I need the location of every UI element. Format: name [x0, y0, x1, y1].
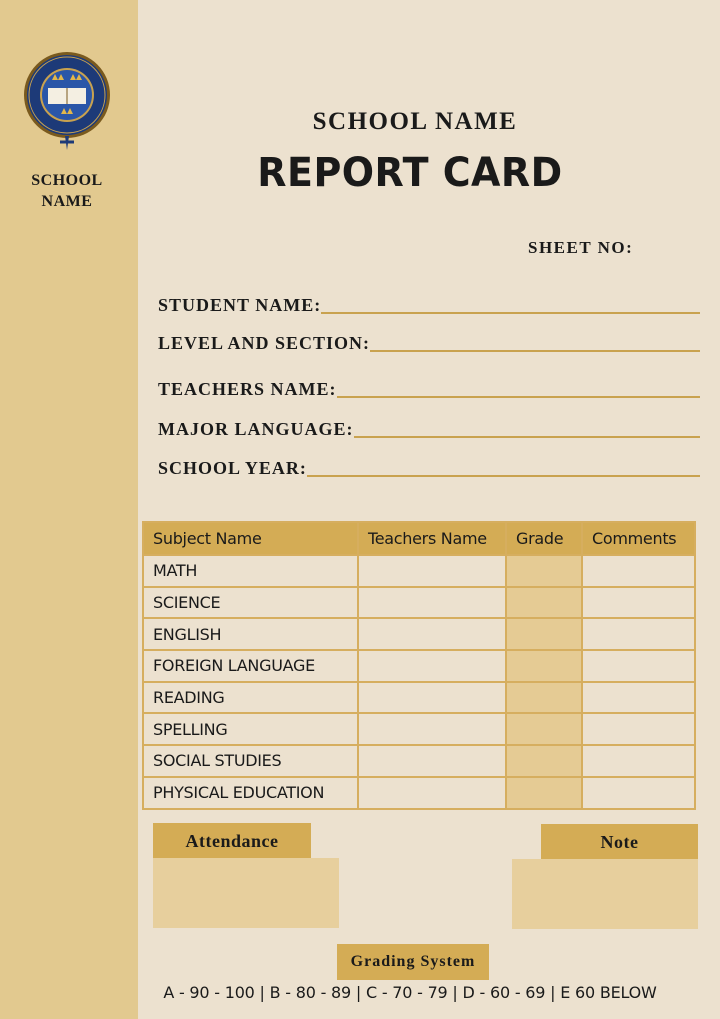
comment-cell[interactable] [582, 555, 695, 587]
comment-cell[interactable] [582, 777, 695, 809]
attendance-header: Attendance [153, 823, 311, 859]
subject-cell: MATH [143, 555, 358, 587]
school-crest-icon [22, 50, 112, 156]
table-row [143, 777, 695, 809]
teachers-name-line[interactable] [337, 396, 700, 398]
grade-cell[interactable] [506, 587, 582, 619]
subject-cell: SPELLING [143, 713, 358, 745]
comment-cell[interactable] [582, 713, 695, 745]
grading-scale-text: A - 90 - 100 | B - 80 - 89 | C - 70 - 79 | D - 60 - 69 | E 60 BELOW [163, 983, 657, 1002]
grades-table-header [143, 522, 695, 555]
school-year-label: SCHOOL YEAR: [158, 458, 307, 478]
teacher-cell[interactable] [358, 650, 506, 682]
report-card-title: REPORT CARD [257, 150, 563, 196]
table-row [143, 745, 695, 777]
note-box[interactable] [512, 859, 698, 929]
table-row [143, 650, 695, 682]
sidebar-school-name [0, 170, 134, 212]
comment-cell[interactable] [582, 650, 695, 682]
comment-cell[interactable] [582, 682, 695, 714]
table-row [143, 713, 695, 745]
table-row [143, 587, 695, 619]
subject-cell: FOREIGN LANGUAGE [143, 650, 358, 682]
grade-cell[interactable] [506, 618, 582, 650]
teacher-cell[interactable] [358, 745, 506, 777]
school-name-heading: SCHOOL NAME [312, 108, 518, 135]
major-language-label: MAJOR LANGUAGE: [158, 419, 354, 439]
level-section-label: LEVEL AND SECTION: [158, 333, 371, 353]
subject-cell: READING [143, 682, 358, 714]
sheet-no-label: SHEET NO: [528, 238, 634, 257]
teacher-cell[interactable] [358, 587, 506, 619]
comment-cell[interactable] [582, 618, 695, 650]
school-year-field[interactable] [158, 455, 700, 479]
school-year-line[interactable] [307, 475, 700, 477]
student-name-line[interactable] [321, 312, 700, 314]
subject-cell: ENGLISH [143, 618, 358, 650]
major-language-field[interactable] [158, 416, 700, 440]
sidebar [0, 0, 138, 1019]
header-teachers-name: Teachers Name [358, 522, 506, 555]
teacher-cell[interactable] [358, 713, 506, 745]
teacher-cell[interactable] [358, 682, 506, 714]
grades-table [142, 521, 696, 810]
student-name-field[interactable] [158, 292, 700, 316]
grade-cell[interactable] [506, 713, 582, 745]
header-grade: Grade [506, 522, 582, 555]
subject-cell: SOCIAL STUDIES [143, 745, 358, 777]
major-language-line[interactable] [354, 436, 701, 438]
teachers-name-label: TEACHERS NAME: [158, 379, 337, 399]
table-row [143, 555, 695, 587]
note-header: Note [541, 824, 698, 860]
sidebar-school-name-line2: NAME [41, 193, 93, 210]
header-subject-name: Subject Name [143, 522, 358, 555]
level-section-field[interactable] [158, 330, 700, 354]
attendance-box[interactable] [153, 858, 339, 928]
level-section-line[interactable] [370, 350, 700, 352]
table-row [143, 682, 695, 714]
grading-system-header: Grading System [337, 944, 489, 980]
student-name-label: STUDENT NAME: [158, 295, 322, 315]
comment-cell[interactable] [582, 587, 695, 619]
teacher-cell[interactable] [358, 777, 506, 809]
grade-cell[interactable] [506, 745, 582, 777]
teacher-cell[interactable] [358, 555, 506, 587]
header-comments: Comments [582, 522, 695, 555]
comment-cell[interactable] [582, 745, 695, 777]
grade-cell[interactable] [506, 682, 582, 714]
subject-cell: PHYSICAL EDUCATION [143, 777, 358, 809]
grade-cell[interactable] [506, 650, 582, 682]
grade-cell[interactable] [506, 777, 582, 809]
teacher-cell[interactable] [358, 618, 506, 650]
grade-cell[interactable] [506, 555, 582, 587]
teachers-name-field[interactable] [158, 376, 700, 400]
subject-cell: SCIENCE [143, 587, 358, 619]
sidebar-school-name-line1: SCHOOL [31, 172, 103, 189]
table-row [143, 618, 695, 650]
